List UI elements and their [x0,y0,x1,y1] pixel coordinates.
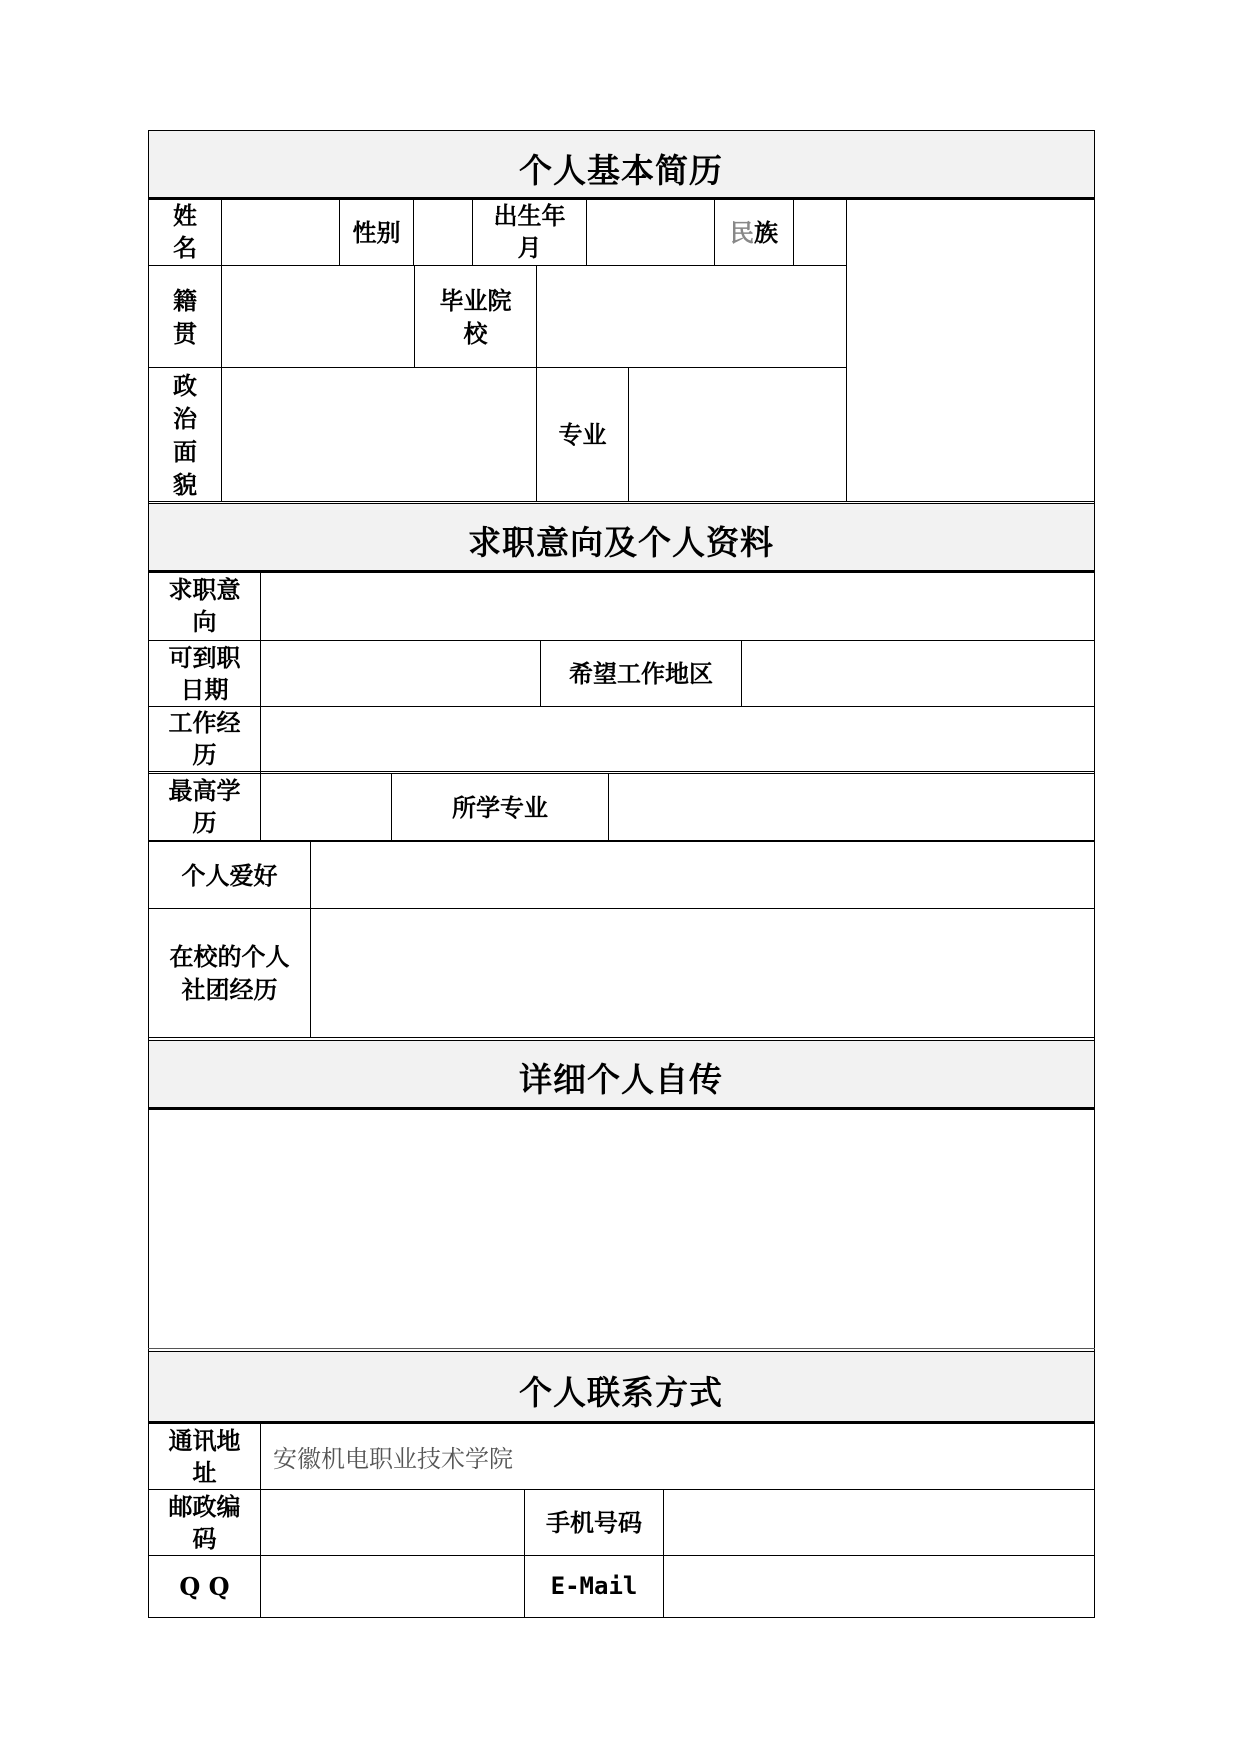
club-label: 在校的个人 社团经历 [169,942,290,1004]
postcode-label: 邮政编 码 [168,1491,241,1553]
phone-field[interactable] [664,1490,1094,1555]
frame-bottom [148,1617,1095,1618]
intent-section-bottom-a [148,1037,1095,1038]
major-label: 专业 [558,420,607,449]
ethnic-label [715,199,793,265]
contact-title: 个人联系方式 [519,1373,723,1412]
basic-title: 个人基本简历 [519,151,723,190]
autobio-bottom-b [148,1351,1095,1352]
autobio-title: 详细个人自传 [519,1060,723,1099]
email-label: E-Mail [550,1572,638,1600]
work-exp-label: 工作经 历 [168,708,241,769]
postcode-field[interactable] [261,1490,524,1555]
job-intent-field[interactable] [261,572,1094,640]
desired-area-field[interactable] [742,641,1094,706]
studied-major-field[interactable] [609,774,1094,840]
hobby-field[interactable] [311,842,1094,908]
frame-top [148,130,1095,131]
hometown-label: 籍 贯 [173,285,197,348]
photo-box[interactable] [847,199,1094,501]
name-field[interactable] [222,199,339,265]
qq-label: Q Q [179,1572,230,1601]
political-label: 政 治 面 貌 [173,370,197,499]
ethnic-field[interactable] [794,199,846,265]
qq-field[interactable] [261,1556,524,1617]
work-exp-field[interactable] [261,707,1094,771]
birth-field[interactable] [587,199,714,265]
available-date-field[interactable] [261,641,540,706]
intent-title: 求职意向及个人资料 [468,523,774,562]
desired-area-label: 希望工作地区 [569,659,713,688]
hobby-label: 个人爱好 [181,860,278,890]
autobio-field[interactable] [149,1110,1094,1348]
studied-major-label: 所学专业 [452,792,548,822]
ethnic-label-prefix: 民 [730,217,754,247]
education-label: 最高学 历 [168,776,241,837]
major-field[interactable] [629,368,846,501]
political-field[interactable] [222,368,536,501]
phone-label: 手机号码 [546,1508,642,1537]
basic-section-bottom-b [148,503,1095,504]
school-field[interactable] [537,266,846,367]
frame-right [1094,130,1095,1618]
education-field[interactable] [261,774,391,840]
ethnic-label-suffix: 族 [754,217,778,247]
school-label: 毕业院 校 [439,285,512,348]
club-field[interactable] [311,909,1094,1037]
intent-r3-bottom-a [148,771,1095,772]
address-label: 通讯地 址 [168,1425,241,1487]
intent-section-bottom-b [148,1040,1095,1041]
hometown-field[interactable] [222,266,414,367]
name-label: 姓 名 [173,201,197,262]
email-field[interactable] [664,1556,1094,1617]
address-value[interactable]: 安徽机电职业技术学院 [273,1445,513,1473]
basic-section-bottom-a [148,501,1095,502]
job-intent-label: 求职意 向 [168,575,241,636]
gender-label: 性别 [352,217,401,247]
autobio-bottom-a [148,1348,1095,1349]
available-date-label: 可到职 日期 [168,642,241,704]
birth-label: 出生年 月 [493,201,566,262]
gender-field[interactable] [414,199,472,265]
